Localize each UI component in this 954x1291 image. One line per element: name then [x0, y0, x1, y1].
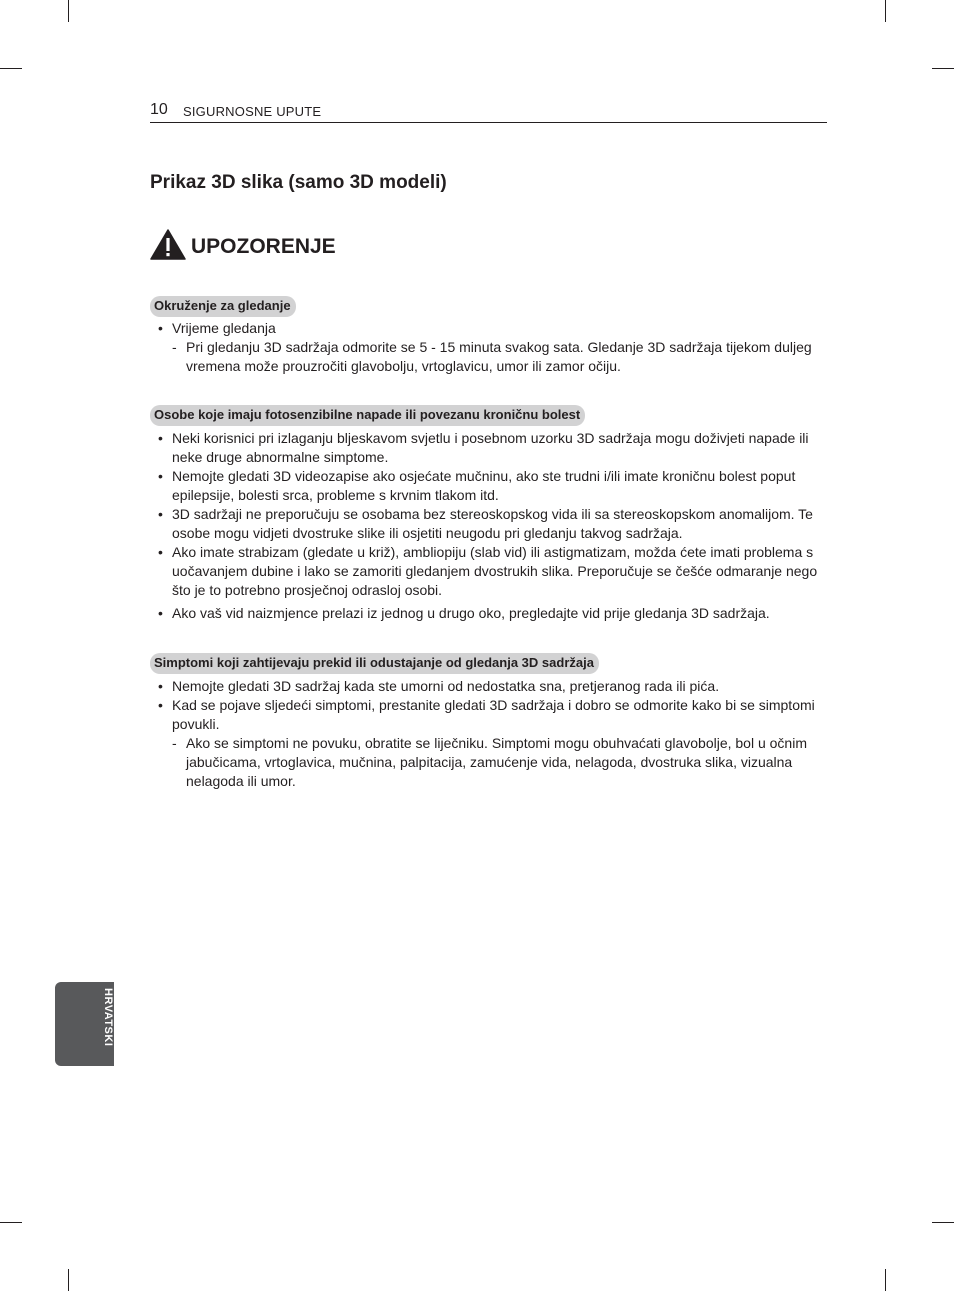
warning-heading — [150, 227, 336, 261]
list-item: • Nemojte gledati 3D sadržaj kada ste umorni od nedostatka sna, pretjeranog rada ili pića. — [150, 677, 830, 696]
list-item: • Ako vaš vid naizmjence prelazi iz jednog u drugo oko, pregledajte vid prije gledanja 3D sadržaja. — [150, 604, 830, 623]
crop-mark — [0, 68, 22, 69]
sub-list-item: - Pri gledanju 3D sadržaja odmorite se 5 - 15 minuta svakog sata. Gledanje 3D sadržaja tijekom duljeg vremena može prouzročiti glavobolju, vrtoglavicu, umor ili zamor očiju. — [150, 338, 830, 376]
warning-triangle-icon — [150, 229, 186, 260]
list-item: • 3D sadržaji ne preporučuju se osobama bez stereoskopskog vida ili sa stereoskopskom anomalijom. Te osobe mogu vidjeti dvostruke slike ili osjetiti neugodu pri gledanju takvog sadržaja. — [150, 505, 830, 543]
list-item: • Neki korisnici pri izlaganju bljeskavom svjetlu i posebnom uzorku 3D sadržaja mogu doživjeti napade ili neke druge abnormalne simptome. — [150, 429, 830, 467]
bullet-list — [150, 429, 830, 623]
list-item: • Nemojte gledati 3D videozapise ako osjećate mučninu, ako ste trudni i/ili imate kroničnu bolest poput epilepsije, bolesti srca, probleme s krvnim tlakom itd. — [150, 467, 830, 505]
crop-mark — [68, 1269, 69, 1291]
warning-label: UPOZORENJE — [191, 235, 336, 258]
list-item: • Ako imate strabizam (gledate u križ), ambliopiju (slab vid) ili astigmatizam, možda ćete imati problema s uočavanjem dubine i lako se zamoriti gledanjem dvostrukih slika. Preporučuje se češće odmaranje nego što je to potrebno prosječnoj odrasloj osobi. — [150, 543, 830, 600]
list-item: • Vrijeme gledanja — [150, 319, 830, 338]
page-header — [150, 100, 827, 123]
crop-mark — [932, 1222, 954, 1223]
crop-mark — [885, 1269, 886, 1291]
crop-mark — [932, 68, 954, 69]
crop-mark — [0, 1222, 22, 1223]
crop-mark — [885, 0, 886, 22]
bullet-list — [150, 677, 830, 791]
sub-list-item: - Ako se simptomi ne povuku, obratite se liječniku. Simptomi mogu obuhvaćati glavobolje, bol u očnim jabučicama, vrtoglavica, mučnina, palpitacija, zamućenje vida, nelagoda, dvostruka slika, vizualna nelagoda ili umor. — [150, 734, 830, 791]
section-title: Prikaz 3D slika (samo 3D modeli) — [150, 172, 447, 193]
section-heading: Osobe koje imaju fotosenzibilne napade ili povezanu kroničnu bolest — [150, 405, 585, 426]
page-number: 10 — [150, 101, 168, 118]
crop-mark — [68, 0, 69, 22]
list-item: • Kad se pojave sljedeći simptomi, prestanite gledati 3D sadržaja i dobro se odmorite kako bi se simptomi povukli. — [150, 696, 830, 734]
language-tab-label: HRVATSKI — [102, 988, 114, 1047]
section-viewing-environment — [150, 296, 830, 376]
section-heading: Simptomi koji zahtijevaju prekid ili odustajanje od gledanja 3D sadržaja — [150, 653, 599, 674]
running-title: SIGURNOSNE UPUTE — [183, 104, 322, 119]
section-symptoms — [150, 653, 830, 791]
bullet-list — [150, 319, 830, 376]
section-photosensitive — [150, 405, 830, 623]
section-heading: Okruženje za gledanje — [150, 296, 296, 317]
